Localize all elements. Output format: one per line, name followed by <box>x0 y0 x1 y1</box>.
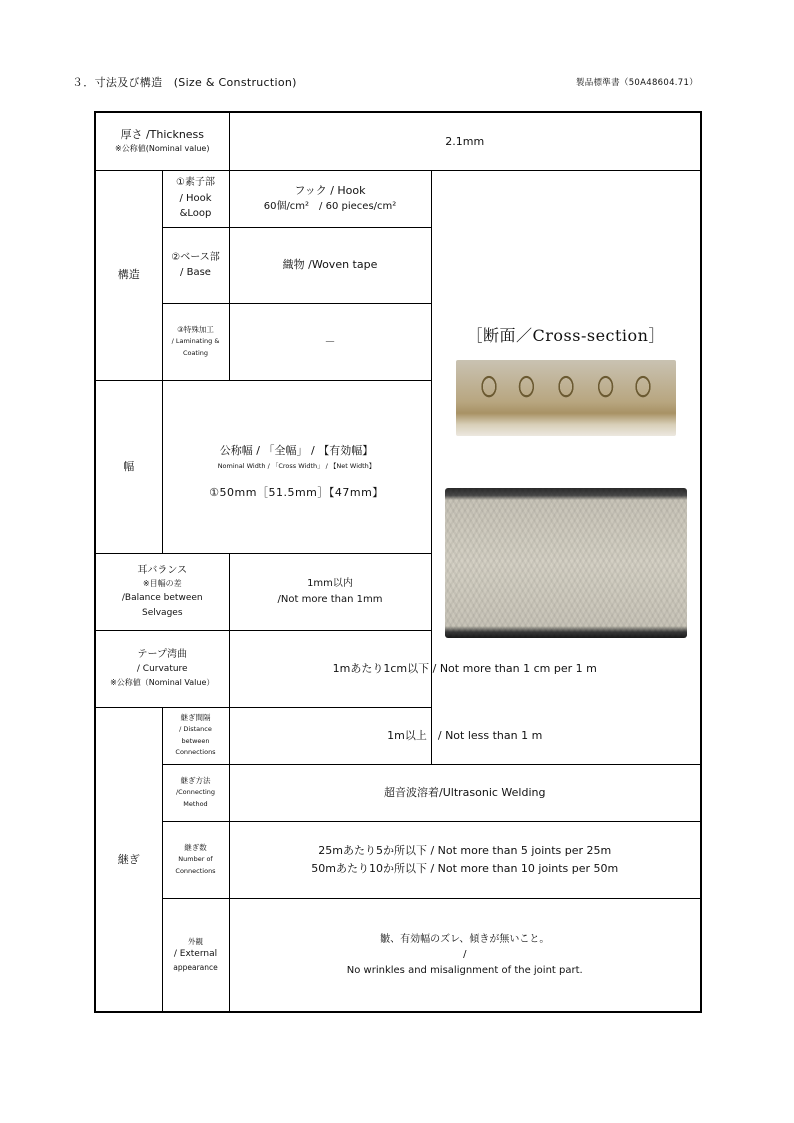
joint-appearance-row <box>95 898 701 1012</box>
width-heading-en: Nominal Width / 「Cross Width」 / 【Net Width】 <box>217 461 376 470</box>
joint-count-label-2: Number of <box>178 855 213 864</box>
joint-distance-row <box>95 707 701 764</box>
selvage-label-cell <box>95 553 229 630</box>
joint-count-value-cell <box>229 821 701 898</box>
woven-tape-photo <box>445 488 687 638</box>
hook-loop-value-cell <box>229 170 431 227</box>
selvage-value-2: /Not more than 1mm <box>277 593 383 605</box>
curvature-label-1: テープ湾曲 <box>137 649 187 661</box>
hook-cross-section-photo <box>456 360 676 436</box>
special-value: － <box>229 303 431 380</box>
hook-loop-value-1: フック / Hook <box>294 184 366 198</box>
joint-method-label-2: /Connecting <box>175 788 216 797</box>
joint-appearance-value-3: No wrinkles and misalignment of the joint part. <box>346 964 583 976</box>
joint-appearance-label-1: 外観 <box>188 936 203 946</box>
thickness-note: ※公称値(Nominal value) <box>115 144 210 154</box>
joint-appearance-value-1: 皺、有効幅のズレ、傾きが無いこと。 <box>380 933 550 945</box>
section-title: ３．寸法及び構造 (Size & Construction) <box>72 76 297 89</box>
special-label-cell <box>162 303 229 380</box>
joint-appearance-label-2: / External <box>173 948 218 959</box>
curvature-value: 1mあたり1cm以下 / Not more than 1 cm per 1 m <box>229 630 701 707</box>
joint-distance-label-cell <box>162 707 229 764</box>
joint-count-value-2: 50mあたり10か所以下 / Not more than 10 joints per 50m <box>311 861 619 875</box>
joint-count-row <box>95 821 701 898</box>
joint-count-label-3: Connections <box>175 866 216 875</box>
width-heading-ja: 公称幅 / 「全幅」 / 【有効幅】 <box>219 443 374 457</box>
joint-appearance-label-3: appearance <box>173 962 218 972</box>
hook-loop-value-2: 60個/cm² / 60 pieces/cm² <box>263 201 397 213</box>
curvature-row <box>95 630 701 707</box>
selvage-value-1: 1mm以内 <box>307 578 353 589</box>
joint-appearance-value-cell <box>229 898 701 1012</box>
thickness-value: 2.1mm <box>229 112 701 170</box>
curvature-label-cell <box>95 630 229 707</box>
spec-table <box>94 111 702 1013</box>
cross-section-title: ［断面／Cross-section］ <box>466 325 665 345</box>
joint-distance-value: 1m以上 / Not less than 1 m <box>229 707 701 764</box>
width-value: ①50mm［51.5mm］【47mm】 <box>209 486 384 500</box>
selvage-label-4: Selvages <box>141 607 183 618</box>
joints-label: 継ぎ <box>95 707 162 1012</box>
joint-count-label-1: 継ぎ数 <box>184 843 207 853</box>
joint-count-value-1: 25mあたり5か所以下 / Not more than 5 joints per 25m <box>318 844 612 858</box>
curvature-label-3: ※公称値（Nominal Value） <box>110 677 215 687</box>
joint-method-label-cell <box>162 764 229 821</box>
base-label-2: / Base <box>180 267 211 278</box>
structure-hook-row <box>95 170 701 227</box>
joint-appearance-label-cell <box>162 898 229 1012</box>
base-label-1: ②ベース部 <box>171 251 220 263</box>
joint-distance-label-1: 継ぎ間隔 <box>180 713 211 723</box>
selvage-value-cell <box>229 553 431 630</box>
base-label-cell <box>162 227 229 303</box>
joint-method-value: 超音波溶着/Ultrasonic Welding <box>229 764 701 821</box>
special-label-3: Coating <box>182 348 209 357</box>
joint-distance-label-4: Connections <box>175 748 216 757</box>
width-value-cell <box>162 380 431 553</box>
width-label: 幅 <box>95 380 162 553</box>
joint-method-row <box>95 764 701 821</box>
base-value: 織物 /Woven tape <box>229 227 431 303</box>
hook-loop-label-1: ①素子部 <box>176 177 215 189</box>
curvature-label-2: / Curvature <box>136 663 188 674</box>
selvage-label-3: /Balance between <box>121 593 203 604</box>
selvage-label-1: 耳バランス <box>137 564 188 576</box>
joint-method-label-3: Method <box>183 799 208 808</box>
hook-loop-label-cell <box>162 170 229 227</box>
thickness-label: 厚さ /Thickness <box>120 128 205 142</box>
joint-count-label-cell <box>162 821 229 898</box>
special-label-2: / Laminating & <box>171 337 220 346</box>
document-number: 製品標準書（50A48604.71） <box>575 78 698 88</box>
hook-loop-label-2: / Hook <box>179 192 212 204</box>
thickness-label-cell <box>95 112 229 170</box>
selvage-label-2: ※目幅の差 <box>142 579 182 589</box>
joint-distance-label-2: / Distance <box>179 725 212 734</box>
special-label-1: ③特殊加工 <box>177 325 214 335</box>
joint-method-label-1: 継ぎ方法 <box>180 776 211 786</box>
page-header <box>72 74 698 92</box>
joint-distance-label-3: between <box>181 736 210 745</box>
structure-label: 構造 <box>95 170 162 380</box>
joint-appearance-value-2: / <box>463 949 467 960</box>
thickness-row <box>95 112 701 170</box>
hook-loop-label-3: &Loop <box>179 208 212 220</box>
